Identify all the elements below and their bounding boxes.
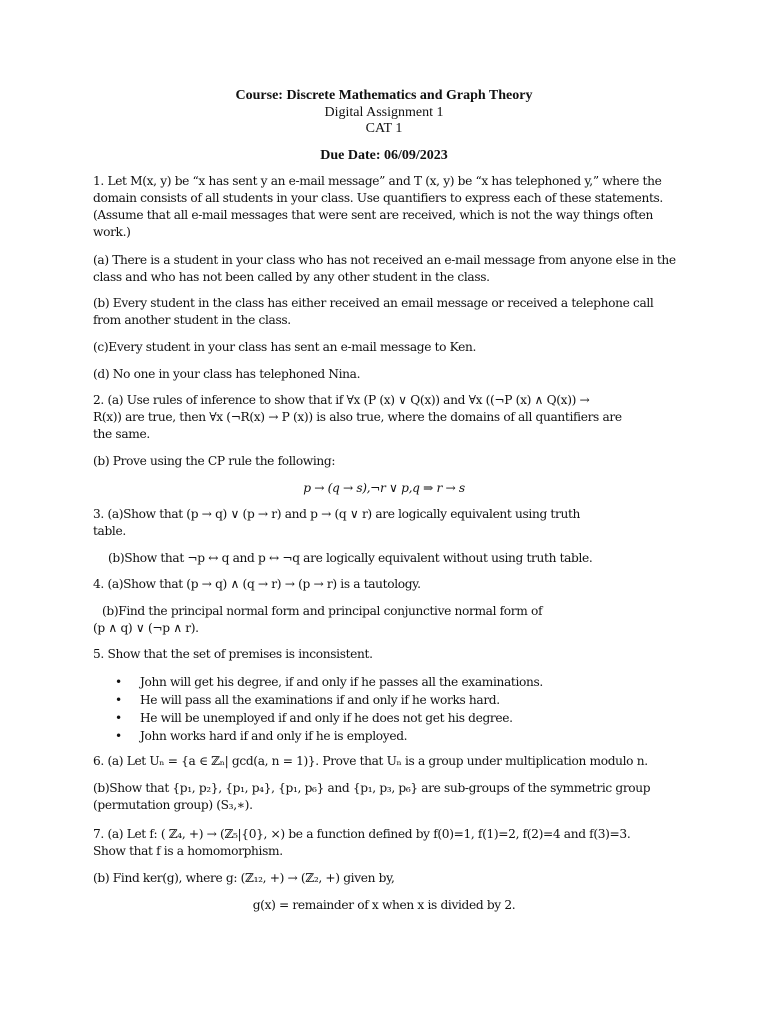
cat-label: CAT 1 — [365, 121, 403, 136]
q1-part-d: (d) No one in your class has telephoned Nina. — [93, 367, 361, 381]
q7-part-b: (b) Find ker(g), where g: (ℤ₁₂, +) → (ℤ₂, +) given by, — [93, 871, 395, 885]
q5-premise: • John will get his degree, if and only if he passes all the examinations. — [115, 675, 543, 689]
q7-part-a-line1: 7. (a) Let f: ( ℤ₄, +) → (ℤ₅|{0}, ×) be a function defined by f(0)=1, f(1)=2, f(2)=4 and f(3)=3. — [93, 827, 631, 841]
due-date: Due Date: 06/09/2023 — [320, 148, 448, 163]
q6-part-b-line2: (permutation group) (S₃,∗). — [93, 798, 253, 812]
q7-g-definition: g(x) = remainder of x when x is divided by 2. — [252, 898, 516, 912]
q6-part-b-line1: (b)Show that {p₁, p₂}, {p₁, p₄}, {p₁, p₆} and {p₁, p₃, p₆} are sub-groups of the symmetric group — [93, 781, 651, 795]
q5-intro: 5. Show that the set of premises is inconsistent. — [93, 647, 373, 661]
q3-part-a-line2: table. — [93, 524, 126, 538]
q2-part-a-line2: R(x)) are true, then ∀x (¬R(x) → P (x)) is also true, where the domains of all quantifiers are — [93, 410, 622, 424]
q1-part-a: (a) There is a student in your class who has not received an e-mail message from anyone else in the class and who has not been called by any other student in the class. — [93, 253, 676, 284]
q5-premise: • John works hard if and only if he is employed. — [115, 729, 408, 743]
course-title: Course: Discrete Mathematics and Graph Theory — [235, 88, 533, 103]
q6-part-a: 6. (a) Let Uₙ = {a ∈ ℤₙ| gcd(a, n = 1)}. Prove that Uₙ is a group under multiplication modulo n. — [93, 754, 648, 768]
q1-part-c: (c)Every student in your class has sent an e-mail message to Ken. — [93, 340, 476, 354]
bullet-icon: • — [115, 693, 122, 707]
q4-part-b-line2: (p ∧ q) ∨ (¬p ∧ r). — [93, 621, 199, 635]
bullet-icon: • — [115, 675, 122, 689]
q3-part-b: (b)Show that ¬p ↔ q and p ↔ ¬q are logically equivalent without using truth table. — [108, 551, 593, 565]
assignment-title: Digital Assignment 1 — [324, 105, 444, 120]
q3-part-a-line1: 3. (a)Show that (p → q) ∨ (p → r) and p → (q ∨ r) are logically equivalent using truth — [93, 507, 581, 521]
q2-cp-formula: p → (q → s),¬r ∨ p,q ⇒ r → s — [303, 481, 465, 495]
q4-part-b-line1: (b)Find the principal normal form and principal conjunctive normal form of — [102, 604, 543, 618]
q2-part-a-line3: the same. — [93, 427, 150, 441]
q5-premise: • He will be unemployed if and only if he does not get his degree. — [115, 711, 513, 725]
q2-part-b: (b) Prove using the CP rule the following: — [93, 454, 336, 468]
bullet-icon: • — [115, 729, 122, 743]
q1-part-b: (b) Every student in the class has either received an email message or received a telephone call from another student in the class. — [93, 296, 654, 327]
q5-premise-list — [115, 673, 675, 745]
q2-part-a-line1: 2. (a) Use rules of inference to show that if ∀x (P (x) ∨ Q(x)) and ∀x ((¬P (x) ∧ Q(x)) → — [93, 393, 590, 407]
q4-part-a: 4. (a)Show that (p → q) ∧ (q → r) → (p → r) is a tautology. — [93, 577, 421, 591]
bullet-icon: • — [115, 711, 122, 725]
q7-part-a-line2: Show that f is a homomorphism. — [93, 844, 283, 858]
q1-intro: 1. Let M(x, y) be “x has sent y an e-mail message” and T (x, y) be “x has telephoned y,” where the domain consists of all students in your class. Use quantifiers to express each of these statements. (Assume that all e-mail messages that were sent are received, which is not the way things often work.) — [93, 174, 663, 239]
q5-premise: • He will pass all the examinations if and only if he works hard. — [115, 693, 500, 707]
